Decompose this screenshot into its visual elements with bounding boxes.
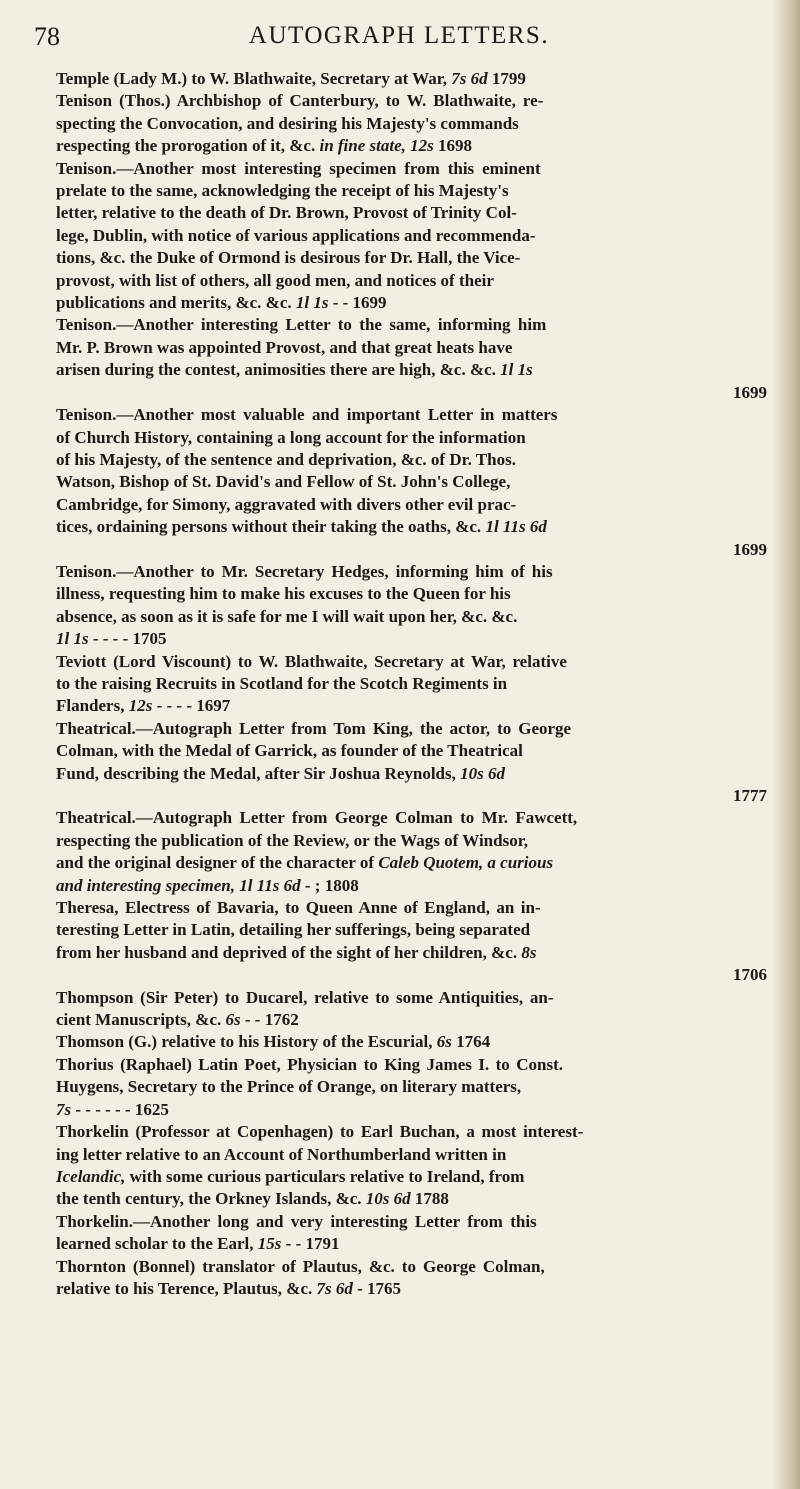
entry-text: Thorkelin (Professor at Copenhagen) to Earl Buchan, a most interest- bbox=[56, 1122, 584, 1142]
entry-text: 1777 bbox=[733, 786, 767, 805]
entry-line bbox=[56, 695, 767, 717]
entry-text: relative to his Terence, Plautus, &c. bbox=[56, 1278, 317, 1298]
entry-text: Thornton (Bonnel) translator of Plautus, &c. to George Colman, bbox=[56, 1256, 545, 1276]
entry-text: to the raising Recruits in Scotland for the Scotch Regiments in bbox=[56, 673, 508, 693]
running-title: AUTOGRAPH LETTERS. bbox=[248, 22, 550, 49]
entry-text: tions, &c. the Duke of Ormond is desirous for Dr. Hall, the Vice- bbox=[56, 248, 521, 268]
italic-text: 10s 6d bbox=[460, 763, 505, 783]
entry-line bbox=[56, 202, 767, 224]
entry-text: Tenison.—Another most valuable and important Letter in matters bbox=[56, 405, 558, 425]
entry-line bbox=[56, 942, 767, 964]
entry-text: learned scholar to the Earl, bbox=[56, 1234, 258, 1254]
entry-line bbox=[56, 135, 767, 157]
entry-text: ing letter relative to an Account of Northumberland written in bbox=[56, 1144, 507, 1164]
entry-line bbox=[78, 964, 767, 986]
entry-line bbox=[56, 919, 767, 941]
catalogue-entry bbox=[56, 1256, 767, 1301]
entry-line bbox=[56, 987, 767, 1009]
catalogue-entry bbox=[56, 90, 767, 157]
entry-line bbox=[56, 90, 767, 112]
entry-line bbox=[56, 1054, 767, 1076]
entry-line bbox=[56, 1166, 767, 1188]
italic-text: Caleb Quotem, a curious bbox=[378, 853, 554, 873]
entry-text: - - 1762 bbox=[240, 1010, 299, 1030]
entry-text: with some curious particulars relative to Ireland, from bbox=[125, 1166, 525, 1186]
italic-text: 8s bbox=[521, 942, 537, 962]
entry-text: 1699 bbox=[733, 382, 767, 402]
entry-text: tices, ordaining persons without their taking the oaths, &c. bbox=[56, 517, 486, 537]
entry-line bbox=[56, 427, 767, 449]
entry-text: Thompson (Sir Peter) to Ducarel, relative to some Antiquities, an- bbox=[56, 987, 554, 1007]
entry-text: publications and merits, &c. &c. bbox=[56, 293, 296, 313]
entry-line bbox=[56, 1009, 767, 1031]
entry-text: provost, with list of others, all good men, and notices of their bbox=[56, 270, 494, 290]
entry-line bbox=[56, 225, 767, 247]
catalogue-entry bbox=[56, 314, 767, 404]
catalogue-entry bbox=[56, 561, 767, 651]
entry-line bbox=[56, 247, 767, 269]
italic-text: 6s bbox=[225, 1010, 241, 1030]
catalogue-entry bbox=[56, 807, 767, 897]
italic-text: Icelandic, bbox=[56, 1166, 126, 1186]
page-header bbox=[34, 20, 764, 56]
entry-line bbox=[56, 337, 767, 359]
entry-line bbox=[56, 1211, 767, 1233]
italic-text: 7s 6d bbox=[451, 69, 488, 88]
entry-line bbox=[56, 314, 767, 336]
entry-text: - - 1699 bbox=[328, 293, 387, 313]
entry-text: respecting the prorogation of it, &c. bbox=[56, 136, 320, 156]
catalogue-entry bbox=[56, 404, 767, 561]
entry-line bbox=[56, 875, 767, 897]
entry-line bbox=[56, 897, 767, 919]
entry-text: from her husband and deprived of the sight of her children, &c. bbox=[56, 942, 522, 962]
entry-line bbox=[56, 516, 767, 538]
entry-line bbox=[56, 628, 767, 650]
entry-text: Cambridge, for Simony, aggravated with divers other evil prac- bbox=[56, 494, 517, 514]
entry-line bbox=[78, 785, 767, 807]
entry-text: and the original designer of the character of bbox=[56, 853, 379, 873]
entry-line bbox=[56, 158, 767, 180]
catalogue-entry bbox=[56, 987, 767, 1032]
entry-line bbox=[56, 113, 767, 135]
italic-text: 1l 1s bbox=[56, 629, 89, 649]
page-number: 78 bbox=[34, 22, 60, 51]
entry-line bbox=[56, 292, 767, 314]
entry-line bbox=[56, 494, 767, 516]
italic-text: 12s bbox=[128, 696, 153, 716]
entry-line bbox=[78, 539, 767, 561]
entry-line bbox=[56, 830, 767, 852]
entry-line bbox=[56, 1031, 767, 1053]
catalogue-entry bbox=[56, 1031, 767, 1053]
catalogue-entries bbox=[56, 68, 767, 1300]
entry-line bbox=[56, 606, 767, 628]
entry-line bbox=[56, 1099, 767, 1121]
entry-text: - ; 1808 bbox=[300, 875, 359, 895]
entry-text: - - - - - - 1625 bbox=[71, 1099, 169, 1119]
entry-text: 1788 bbox=[410, 1189, 449, 1209]
entry-line bbox=[56, 1233, 767, 1255]
entry-line bbox=[56, 359, 767, 381]
entry-text: 1698 bbox=[433, 136, 473, 156]
entry-text: Theatrical.—Autograph Letter from Tom King, the actor, to George bbox=[56, 718, 572, 738]
catalogue-entry bbox=[56, 897, 767, 987]
entry-text: Thorkelin.—Another long and very interesting Letter from this bbox=[56, 1211, 537, 1231]
entry-line bbox=[56, 270, 767, 292]
entry-text: illness, requesting him to make his excuses to the Queen for his bbox=[56, 584, 511, 604]
entry-text: cient Manuscripts, &c. bbox=[56, 1010, 226, 1030]
entry-text: Colman, with the Medal of Garrick, as founder of the Theatrical bbox=[56, 741, 523, 761]
entry-text: Tenison.—Another to Mr. Secretary Hedges, informing him of his bbox=[56, 561, 553, 581]
entry-line bbox=[56, 180, 767, 202]
catalogue-entry bbox=[56, 158, 767, 315]
italic-text: 1l 11s 6d bbox=[485, 517, 547, 537]
entry-text: 1764 bbox=[451, 1032, 491, 1052]
page-edge-shadow bbox=[772, 0, 800, 1489]
entry-line bbox=[56, 1188, 767, 1210]
entry-text: Watson, Bishop of St. David's and Fellow of St. John's College, bbox=[56, 472, 511, 492]
entry-line bbox=[56, 583, 767, 605]
entry-text: specting the Convocation, and desiring his Majesty's commands bbox=[56, 113, 519, 133]
entry-line bbox=[56, 1278, 767, 1300]
catalogue-entry bbox=[56, 651, 767, 718]
entry-text: - - - - 1705 bbox=[88, 629, 167, 649]
italic-text: 1l 1s bbox=[295, 293, 329, 313]
entry-line bbox=[56, 1076, 767, 1098]
entry-line bbox=[56, 651, 767, 673]
entry-text: - - 1791 bbox=[281, 1234, 340, 1254]
entry-text: 1706 bbox=[733, 965, 767, 985]
entry-text: Tenison.—Another most interesting specimen from this eminent bbox=[56, 158, 541, 178]
italic-text: 6s bbox=[436, 1032, 452, 1052]
entry-text: Tenison.—Another interesting Letter to the same, informing him bbox=[56, 315, 547, 335]
entry-text: letter, relative to the death of Dr. Brown, Provost of Trinity Col- bbox=[56, 203, 517, 223]
italic-text: 7s bbox=[56, 1099, 72, 1119]
entry-text: Tenison (Thos.) Archbishop of Canterbury, to W. Blathwaite, re- bbox=[56, 91, 544, 111]
catalogue-entry bbox=[56, 1211, 767, 1256]
entry-text: 1799 bbox=[487, 69, 526, 88]
entry-text: Thorius (Raphael) Latin Poet, Physician to King James I. to Const. bbox=[56, 1054, 563, 1074]
entry-text: 1699 bbox=[733, 539, 767, 559]
entry-line bbox=[56, 1256, 767, 1278]
italic-text: 1l 1s bbox=[500, 360, 533, 380]
entry-text: Thomson (G.) relative to his History of the Escurial, bbox=[56, 1032, 437, 1052]
entry-line bbox=[56, 740, 767, 762]
entry-line bbox=[56, 1144, 767, 1166]
entry-text: Temple (Lady M.) to W. Blathwaite, Secretary at War, bbox=[56, 69, 452, 88]
entry-line bbox=[56, 1121, 767, 1143]
entry-line bbox=[56, 852, 767, 874]
entry-text: respecting the publication of the Review, or the Wags of Windsor, bbox=[56, 830, 528, 850]
entry-line bbox=[56, 718, 767, 740]
entry-text: - 1765 bbox=[352, 1278, 402, 1298]
entry-text: arisen during the contest, animosities there are high, &c. &c. bbox=[56, 360, 501, 380]
entry-text: teresting Letter in Latin, detailing her sufferings, being separated bbox=[56, 920, 531, 940]
entry-line bbox=[56, 763, 767, 785]
entry-text: Flanders, bbox=[56, 696, 129, 716]
entry-text: the tenth century, the Orkney Islands, &c. bbox=[56, 1189, 366, 1209]
entry-text: prelate to the same, acknowledging the receipt of his Majesty's bbox=[56, 181, 509, 201]
italic-text: and interesting specimen, 1l 11s 6d bbox=[56, 875, 301, 895]
entry-text: Theresa, Electress of Bavaria, to Queen Anne of England, an in- bbox=[56, 898, 541, 918]
entry-text: of Church History, containing a long account for the information bbox=[56, 427, 526, 447]
entry-line bbox=[56, 561, 767, 583]
catalogue-entry bbox=[56, 68, 767, 90]
entry-text: Fund, describing the Medal, after Sir Joshua Reynolds, bbox=[56, 763, 461, 783]
entry-text: Teviott (Lord Viscount) to W. Blathwaite, Secretary at War, relative bbox=[56, 651, 567, 671]
catalogue-entry bbox=[56, 1054, 767, 1121]
entry-line bbox=[56, 471, 767, 493]
entry-line bbox=[56, 68, 767, 90]
italic-text: 15s bbox=[257, 1234, 282, 1254]
entry-line bbox=[56, 404, 767, 426]
entry-text: Mr. P. Brown was appointed Provost, and that great heats have bbox=[56, 337, 513, 357]
entry-text: - - - - 1697 bbox=[152, 696, 231, 716]
catalogue-entry bbox=[56, 1121, 767, 1211]
entry-line bbox=[56, 449, 767, 471]
italic-text: 7s 6d bbox=[316, 1278, 353, 1298]
italic-text: 10s 6d bbox=[365, 1189, 411, 1209]
entry-text: Huygens, Secretary to the Prince of Orange, on literary matters, bbox=[56, 1077, 522, 1097]
entry-text: absence, as soon as it is safe for me I will wait upon her, &c. &c. bbox=[56, 606, 518, 626]
entry-text: of his Majesty, of the sentence and deprivation, &c. of Dr. Thos. bbox=[56, 449, 516, 469]
entry-line bbox=[56, 807, 767, 829]
catalogue-entry bbox=[56, 718, 767, 808]
entry-line bbox=[78, 382, 767, 404]
entry-text: lege, Dublin, with notice of various applications and recommenda- bbox=[56, 225, 536, 245]
italic-text: in fine state, 12s bbox=[319, 136, 434, 156]
entry-text: Theatrical.—Autograph Letter from George Colman to Mr. Fawcett, bbox=[56, 808, 578, 828]
entry-line bbox=[56, 673, 767, 695]
